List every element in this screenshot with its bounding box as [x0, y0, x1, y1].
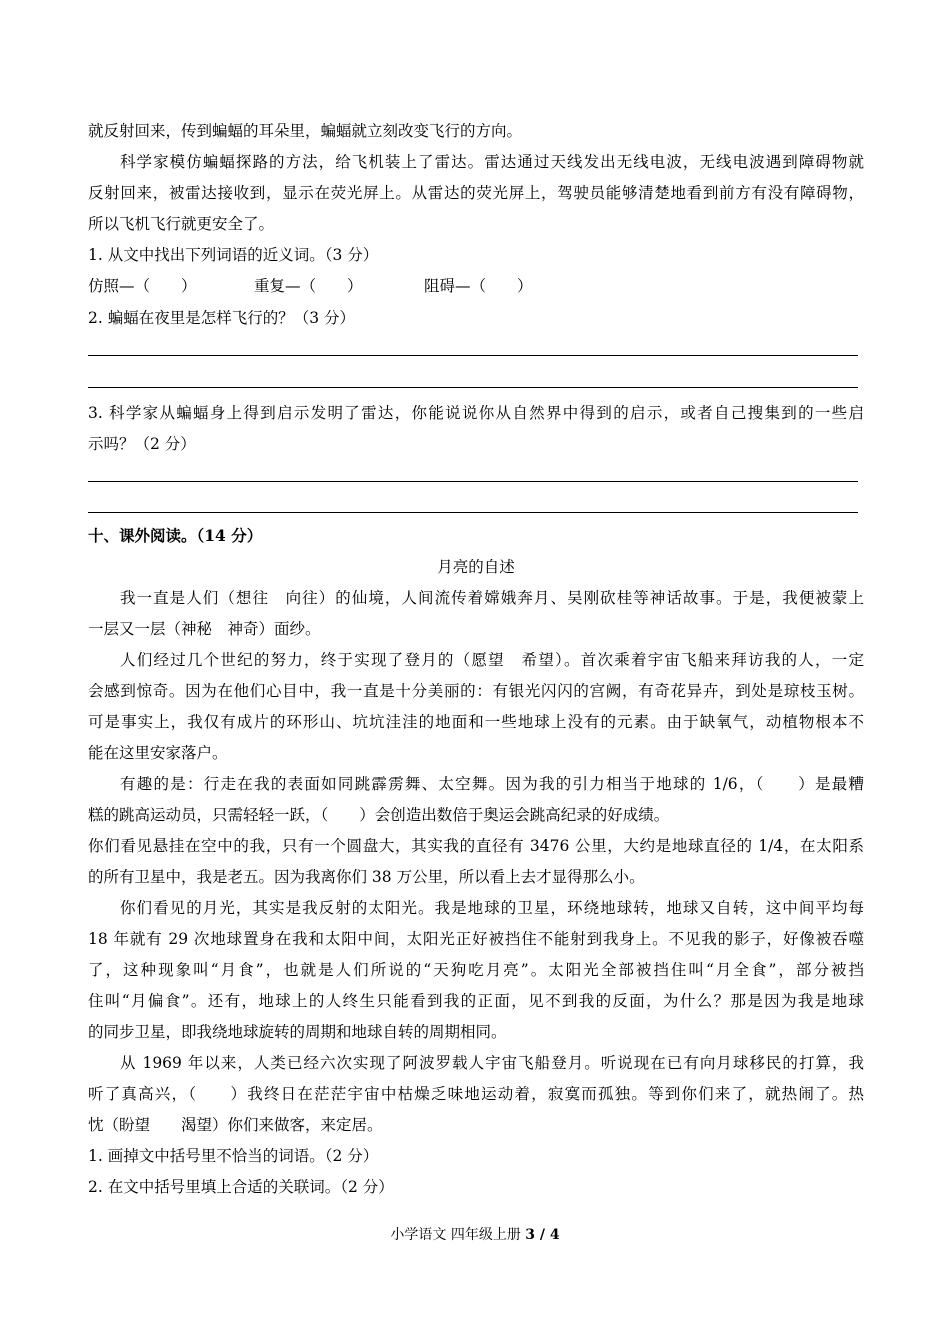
- article-line: 了，这种现象叫“月食”，也就是人们所说的“天狗吃月亮”。太阳光全部被挡住叫“月全食”，部分被挡: [88, 961, 864, 979]
- article-line: 住叫“月偏食”。还有，地球上的人终生只能看到我的正面，见不到我的反面，为什么？那是因为我是地球: [88, 992, 864, 1010]
- question-3-cont: 示吗？（2 分）: [88, 435, 196, 453]
- article-line: 你们看见的月光，其实是我反射的太阳光。我是地球的卫星，环绕地球转，地球又自转，这中间平均每: [120, 899, 864, 917]
- article-line: 可是事实上，我仅有成片的环形山、坑坑洼洼的地面和一些地球上没有的元素。由于缺氧气，动植物根本不: [88, 713, 864, 731]
- answer-line[interactable]: [88, 355, 858, 356]
- article-line: 一层又一层（神秘 神奇）面纱。: [88, 620, 321, 638]
- page-number: 3 / 4: [525, 1227, 560, 1243]
- question-10-1: 1. 画掉文中括号里不恰当的词语。（2 分）: [88, 1147, 379, 1165]
- synonym-item: 重复—（ ）: [254, 277, 363, 295]
- article-line: 糕的跳高运动员，只需轻轻一跃，（ ）会创造出数倍于奥运会跳高纪录的好成绩。: [88, 806, 670, 824]
- article-line: 你们看见悬挂在空中的我，只有一个圆盘大，其实我的直径有 3476 公里，大约是地球直径的 1/4，在太阳系: [88, 837, 864, 855]
- article-line: 从 1969 年以来，人类已经六次实现了阿波罗载人宇宙飞船登月。听说现在已有向月球移民的打算，我: [120, 1054, 864, 1072]
- question-3: 3. 科学家从蝙蝠身上得到启示发明了雷达，你能说说你从自然界中得到的启示，或者自己搜集到的一些启: [88, 404, 864, 422]
- answer-line[interactable]: [88, 512, 858, 513]
- article-line: 人们经过几个世纪的努力，终于实现了登月的（愿望 希望）。首次乘着宇宙飞船来拜访我的人，一定: [120, 651, 864, 669]
- answer-line[interactable]: [88, 481, 858, 482]
- question-2: 2. 蝙蝠在夜里是怎样飞行的？（3 分）: [88, 309, 356, 327]
- article-line: 18 年就有 29 次地球置身在我和太阳中间，太阳光正好被挡住不能射到我身上。不见我的影子，好像被吞噬: [88, 930, 864, 948]
- article-line: 听了真高兴，（ ）我终日在茫茫宇宙中枯燥乏味地运动着，寂寞而孤独。等到你们来了，就热闹了。热: [88, 1085, 864, 1103]
- article-line: 的同步卫星，即我绕地球旋转的周期和地球自转的周期相同。: [88, 1023, 507, 1041]
- passage-line: 所以飞机飞行就更安全了。: [88, 215, 275, 233]
- article-line: 会感到惊奇。因为在他们心目中，我一直是十分美丽的：有银光闪闪的宫阙，有奇花异卉，到处是琼枝玉树。: [88, 682, 864, 700]
- passage-line: 反射回来，被雷达接收到，显示在荧光屏上。从雷达的荧光屏上，驾驶员能够清楚地看到前方有没有障碍物，: [88, 184, 864, 202]
- question-1: 1. 从文中找出下列词语的近义词。（3 分）: [88, 246, 379, 264]
- section-heading: 十、课外阅读。（14 分）: [88, 526, 263, 545]
- article-line: 我一直是人们（想往 向往）的仙境，人间流传着嫦娥奔月、吴刚砍桂等神话故事。于是，我便被蒙上: [120, 589, 864, 607]
- footer-text: 小学语文 四年级上册: [390, 1227, 526, 1243]
- passage-line: 科学家模仿蝙蝠探路的方法，给飞机装上了雷达。雷达通过天线发出无线电波，无线电波遇到障碍物就: [120, 153, 864, 171]
- article-line: 忱（盼望 渴望）你们来做客，来定居。: [88, 1116, 383, 1134]
- synonym-item: 仿照—（ ）: [88, 277, 197, 295]
- article-line: 能在这里安家落户。: [88, 744, 228, 762]
- synonym-item: 阻碍—（ ）: [424, 277, 533, 295]
- page-footer: [0, 1225, 950, 1245]
- passage-line: 就反射回来，传到蝙蝠的耳朵里，蝙蝠就立刻改变飞行的方向。: [88, 122, 523, 140]
- question-10-2: 2. 在文中括号里填上合适的关联词。（2 分）: [88, 1178, 394, 1196]
- article-line: 有趣的是：行走在我的表面如同跳霹雳舞、太空舞。因为我的引力相当于地球的 1/6，（ ）是最糟: [120, 775, 864, 793]
- article-title: 月亮的自述: [437, 558, 515, 576]
- answer-line[interactable]: [88, 387, 858, 388]
- article-line: 的所有卫星中，我是老五。因为我离你们 38 万公里，所以看上去才显得那么小。: [88, 868, 645, 886]
